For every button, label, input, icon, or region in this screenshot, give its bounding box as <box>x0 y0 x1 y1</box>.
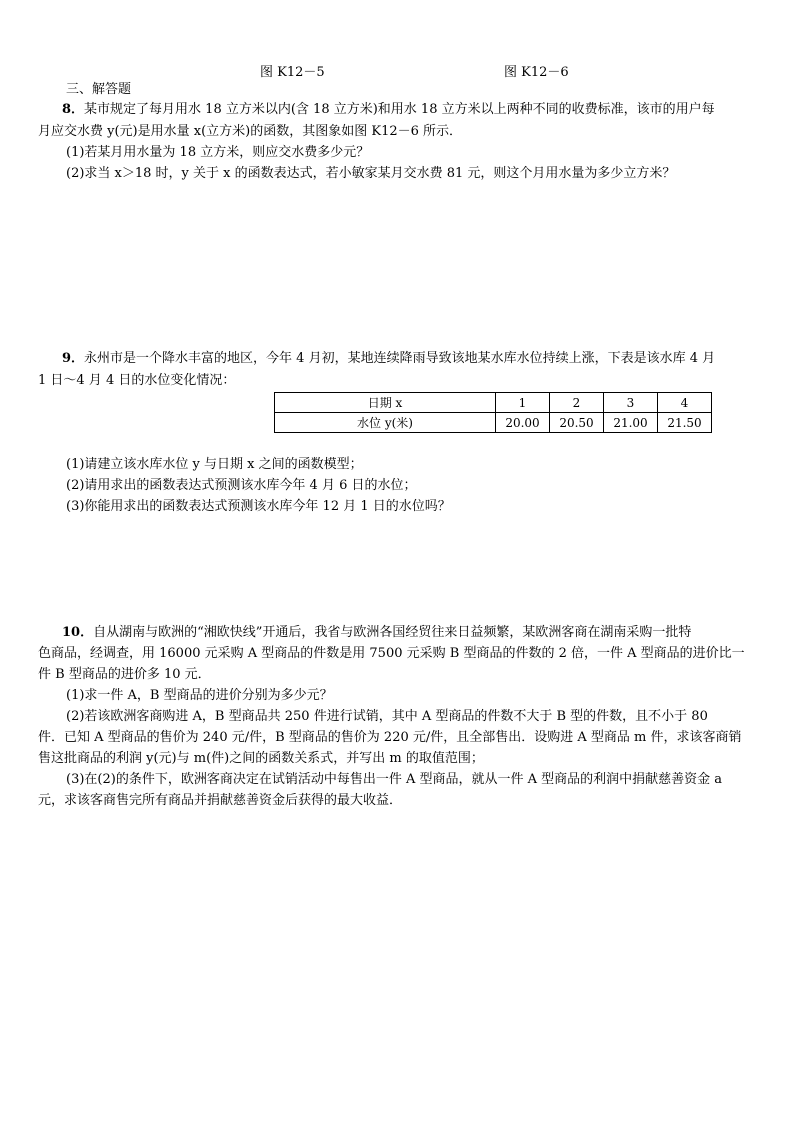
q9-sub-1: (1)请建立该水库水位 y 与日期 x 之间的函数模型； <box>66 457 363 472</box>
table-cell: 21.50 <box>658 413 712 433</box>
q10-line-3: 件 B 型商品的进价多 10 元． <box>38 667 211 682</box>
table-header-date: 日期 x <box>275 393 496 413</box>
q8-sub-1: (1)若某月用水量为 18 立方米，则应交水费多少元？ <box>66 145 370 160</box>
q10-number: 10． <box>62 625 94 640</box>
table-cell: 20.50 <box>550 413 604 433</box>
table-header-level: 水位 y(米) <box>275 413 496 433</box>
q9-sub-3: (3)你能用求出的函数表达式预测该水库今年 12 月 1 日的水位吗？ <box>66 499 451 514</box>
q10-sub-2-line-2: 件．已知 A 型商品的售价为 240 元/件，B 型商品的售价为 220 元/件，且全部售出．设购进 A 型商品 m 件，求该客商销 <box>38 730 742 745</box>
q10-sub-1: (1)求一件 A，B 型商品的进价分别为多少元？ <box>66 688 333 703</box>
q8-text-1: 某市规定了每月用水 18 立方米以内(含 18 立方米)和用水 18 立方米以上两种不同的收费标准，该市的用户每 <box>84 102 715 117</box>
figure-caption-k12-5: 图 K12－5 <box>260 65 325 80</box>
q8-line-1 <box>62 100 715 119</box>
q8-number: 8． <box>62 102 85 117</box>
table-row-level <box>275 413 712 433</box>
q9-line-1 <box>62 349 715 368</box>
q10-sub-2-line-1: (2)若该欧洲客商购进 A，B 型商品共 250 件进行试销，其中 A 型商品的件数不大于 B 型的件数，且不小于 80 <box>66 709 708 724</box>
q10-line-1 <box>62 623 691 642</box>
q9-text-1: 永州市是一个降水丰富的地区，今年 4 月初，某地连续降雨导致该地某水库水位持续上涨，下表是该水库 4 月 <box>84 351 716 366</box>
table-cell: 3 <box>604 393 658 413</box>
q10-sub-3-line-1: (3)在(2)的条件下，欧洲客商决定在试销活动中每售出一件 A 型商品，就从一件 A 型商品的利润中捐献慈善资金 a <box>66 772 723 787</box>
q8-line-2: 月应交水费 y(元)是用水量 x(立方米)的函数，其图象如图 K12－6 所示． <box>38 124 463 139</box>
table-cell: 1 <box>496 393 550 413</box>
table-cell: 21.00 <box>604 413 658 433</box>
q8-sub-2: (2)求当 x＞18 时，y 关于 x 的函数表达式，若小敏家某月交水费 81 元，则这个月用水量为多少立方米？ <box>66 166 676 181</box>
q10-line-2: 色商品，经调查，用 16000 元采购 A 型商品的件数是用 7500 元采购 B 型商品的件数的 2 倍，一件 A 型商品的进价比一 <box>38 646 745 661</box>
section-title: 三、解答题 <box>66 82 132 97</box>
table-cell: 20.00 <box>496 413 550 433</box>
q10-sub-2-line-3: 售这批商品的利润 y(元)与 m(件)之间的函数关系式，并写出 m 的取值范围； <box>38 751 484 766</box>
q9-line-2: 1 日～4 月 4 日的水位变化情况： <box>38 373 236 388</box>
q10-text-1: 自从湖南与欧洲的“湘欧快线”开通后，我省与欧洲各国经贸往来日益频繁，某欧洲客商在湖南采购一批特 <box>93 625 692 640</box>
q10-sub-3-line-2: 元，求该客商售完所有商品并捐献慈善资金后获得的最大收益． <box>38 793 403 808</box>
table-cell: 2 <box>550 393 604 413</box>
q9-sub-2: (2)请用求出的函数表达式预测该水库今年 4 月 6 日的水位； <box>66 478 417 493</box>
water-level-table <box>274 392 712 433</box>
figure-caption-k12-6: 图 K12－6 <box>504 65 569 80</box>
table-row-date <box>275 393 712 413</box>
table-cell: 4 <box>658 393 712 413</box>
q9-number: 9． <box>62 351 85 366</box>
